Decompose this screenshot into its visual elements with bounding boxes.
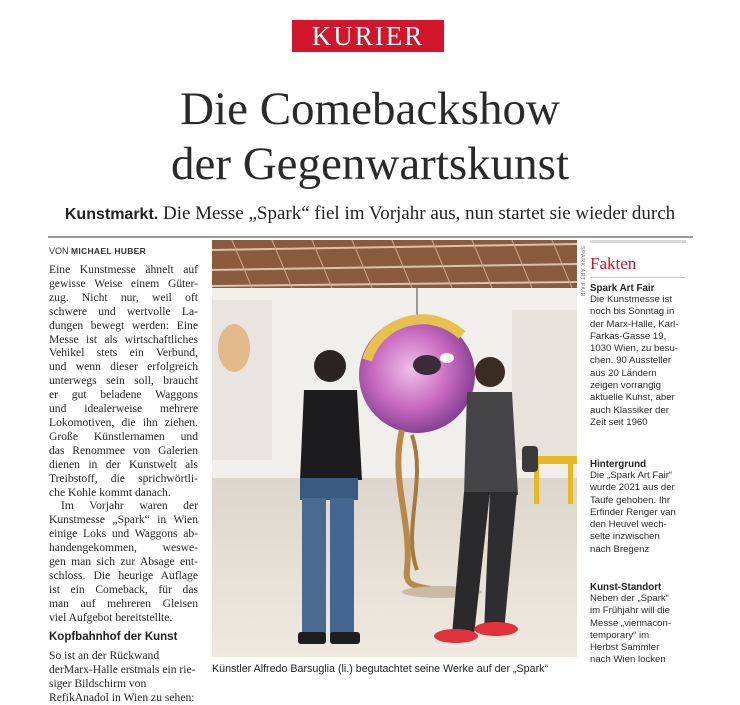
person-left: [298, 350, 362, 644]
text-line: handengekommen, weswe-: [49, 541, 198, 555]
text-line: Anadol in Wien zu sehen:: [74, 690, 195, 704]
headline: [40, 82, 700, 192]
byline-prefix: VON: [49, 246, 72, 256]
fakten-top-rule: [590, 240, 686, 243]
fakten-line: der Marx-Halle, Karl-: [590, 318, 679, 330]
fakten-line: Zeit seit 1960: [590, 416, 648, 428]
text-line: Marx-Halle erstmals ein rie-: [63, 662, 196, 676]
text-line: Kunstmesse „Spark“ in Wien: [49, 513, 198, 527]
byline: [49, 246, 146, 256]
section-subheading: Kopfbahnhof der Kunst: [49, 631, 178, 643]
fakten-line: den Heuvel wech-: [590, 519, 667, 531]
fakten-line: nach Wien locken: [590, 654, 666, 666]
text-line: dungen bewegt werden: Eine: [49, 318, 198, 332]
photo-illustration: [212, 240, 577, 657]
fakten-heading: Hintergrund: [590, 459, 647, 470]
fakten-line: nach Bregenz: [590, 543, 650, 555]
text-line: Große Künstlernamen und: [49, 429, 198, 443]
photo-caption: Künstler Alfredo Barsuglia (li.) begutachtet seine Werke auf der „Spark“: [212, 663, 549, 675]
fakten-line: Neben der „Spark“: [590, 593, 669, 604]
fakten-line: 1030 Wien, zu besu-: [590, 343, 678, 355]
fakten-line: chen. 90 Aussteller: [590, 355, 672, 367]
text-line: che Kohle kommt danach.: [49, 485, 171, 499]
fakten-heading: Spark Art Fair: [590, 283, 655, 294]
text-line: unterwegs sein soll, braucht: [49, 374, 198, 388]
paragraph-1: [49, 263, 198, 499]
fakten-line: temporary“ im: [590, 629, 650, 641]
kicker: Kunstmarkt.: [64, 206, 159, 223]
text-line: Eine Kunstmesse ähnelt auf: [49, 263, 198, 276]
fakten-text: [590, 470, 690, 556]
text-line: dienen in der Kunstwelt als: [49, 457, 198, 471]
text-line: das Renommee von Galerien: [49, 443, 198, 457]
fakten-heading: Kunst-Standort: [590, 582, 662, 593]
fakten-section-spark: [590, 283, 690, 429]
byline-author: MICHAEL HUBER: [71, 246, 147, 256]
fakten-line: aus 20 Ländern: [590, 367, 657, 379]
headline-line-2: der Gegenwartskunst: [170, 138, 570, 190]
fakten-line: auch Klassiker der: [590, 404, 669, 416]
fakten-section-hintergrund: [590, 459, 690, 556]
fakten-line: aktuelle Kunst, aber: [590, 392, 675, 404]
text-line: Im Vorjahr waren der: [61, 499, 198, 513]
text-line: man auf mehreren Gleisen: [49, 596, 198, 610]
fakten-line: Messe „viennacon-: [590, 617, 672, 629]
text-line: ist ein Comeback, für das: [49, 582, 198, 596]
fakten-title: Fakten: [590, 254, 637, 273]
fakten-text: [590, 294, 690, 429]
top-divider: [48, 236, 693, 238]
text-line: zug. Nicht nur, weil oft: [49, 290, 198, 304]
article-body: [49, 263, 198, 625]
photo-credit: SPARK ART FAIR: [579, 246, 585, 298]
text-line: Treibstoff, die sprichwörtli-: [49, 471, 198, 485]
fakten-line: Taufe gehoben. Ihr: [590, 494, 671, 506]
fakten-divider: [590, 277, 686, 278]
text-line: er gut beladene Waggons: [49, 388, 198, 402]
fakten-line: Die Kunstmesse ist: [590, 294, 673, 305]
fakten-line: Erfinder Renger van: [590, 506, 676, 518]
fakten-line: noch bis Sonntag in: [590, 306, 675, 318]
text-line: und idealerweise mehrere: [49, 402, 198, 416]
text-line: viel Aufgebot bereitstellte.: [49, 610, 173, 624]
fakten-line: im Frühjahr will die: [590, 605, 670, 617]
text-line: Messe ist als wirtschaftliches: [49, 332, 198, 346]
fakten-line: zeigen vorrangig: [590, 380, 661, 392]
fakten-line: Die „Spark Art Fair“: [590, 470, 673, 481]
text-line: So ist an der Rückwand der: [49, 649, 160, 676]
fakten-line: selte inzwischen: [590, 531, 660, 543]
article-photo[interactable]: [212, 240, 577, 657]
fakten-line: Herbst Sammler: [590, 642, 660, 654]
text-line: Lokomotiven, die ihn ziehen.: [49, 415, 198, 429]
kurier-logo[interactable]: KURIER: [292, 20, 444, 52]
fakten-line: wurde 2021 aus der: [590, 482, 675, 494]
text-line: Vehikel stets ein Verbund,: [49, 346, 198, 360]
paragraph-2: [49, 499, 198, 624]
text-line: schwere und wertvolle La-: [49, 304, 198, 318]
subhead-text: Die Messe „Spark“ fiel im Vorjahr aus, nun startet sie wieder durch: [158, 203, 676, 224]
subheadline: [30, 203, 710, 225]
text-line: und wenn dieser erfolgreich: [49, 360, 198, 374]
fakten-text: [590, 593, 690, 667]
text-line: gewisse Weise einem Güter-: [49, 276, 198, 290]
text-line: siger Bildschirm von Refik: [49, 676, 147, 704]
text-line: einige Loks und Waggons ab-: [49, 527, 198, 541]
headline-line-1: Die Comebackshow: [180, 83, 560, 135]
text-line: schloss. Die heurige Auflage: [49, 568, 198, 582]
text-line: gen man sich zur Absage ent-: [49, 555, 198, 569]
fakten-section-standort: [590, 582, 690, 667]
paragraph-3: [49, 649, 198, 705]
fakten-line: Farkas-Gasse 19,: [590, 330, 667, 342]
